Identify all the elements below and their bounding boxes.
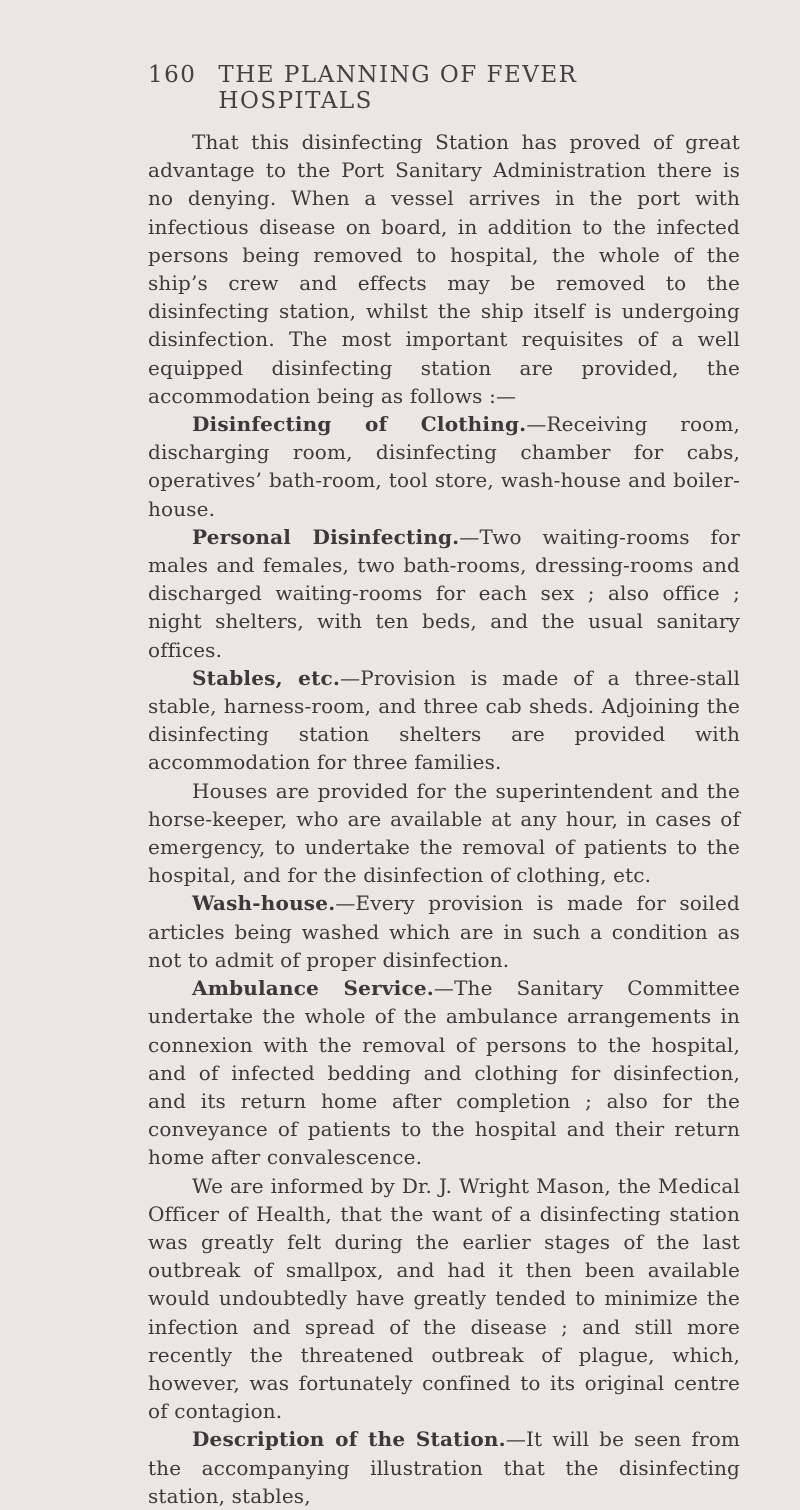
paragraph-heading: Description of the Station. <box>192 1427 506 1452</box>
page-header <box>148 62 740 114</box>
paragraph <box>148 777 740 890</box>
paragraph-text: —Two waiting-rooms for males and females, two bath-rooms, dressing-rooms and discharged waiting-rooms for each sex ; also office ; night shelters, with ten beds, and the usual sanitary offices. <box>148 524 740 662</box>
paragraph-text: —The Sanitary Committee undertake the whole of the ambulance arrangements in connexion with the removal of persons to the hospital, and of infected bedding and clothing for disinfection, and its return home after completion ; also for the conveyance of patients to the hospital and their return home after convalescence. <box>148 976 740 1170</box>
paragraph-text: —Every provision is made for soiled articles being washed which are in such a condition as not to admit of proper disinfection. <box>148 891 740 972</box>
paragraph-text: —Provision is made of a three-stall stable, harness-room, and three cab sheds. Adjoining the disinfecting station shelters are provided with accommodation for three families. <box>148 665 740 775</box>
running-title: THE PLANNING OF FEVER HOSPITALS <box>218 62 578 114</box>
paragraph <box>148 410 740 523</box>
paragraph-heading: Ambulance Service. <box>192 976 434 1001</box>
paragraph <box>148 889 740 974</box>
paragraph <box>148 664 740 777</box>
paragraph <box>148 974 740 1171</box>
paragraph-text: Houses are provided for the superintendent and the horse-keeper, who are available at any hour, in cases of emergency, to undertake the removal of patients to the hospital, and for the disinfection of clothing, etc. <box>148 778 740 888</box>
paragraph-heading: Wash-house. <box>192 891 336 916</box>
paragraph <box>148 1425 740 1510</box>
paragraph-text: We are informed by Dr. J. Wright Mason, the Medical Officer of Health, that the want of a disinfecting station was greatly felt during the earlier stages of the last outbreak of smallpox, and had it then been available would undoubtedly have greatly tended to minimize the infection and spread of the disease ; and still more recently the threatened outbreak of plague, which, however, was fortunately confined to its original centre of contagion. <box>148 1173 740 1424</box>
paragraph <box>148 1172 740 1426</box>
paragraph-heading: Personal Disinfecting. <box>192 524 460 549</box>
paragraph-text: That this disinfecting Station has proved of great advantage to the Port Sanitary Administration there is no denying. When a vessel arrives in the port with infectious disease on board, in addition to the infected persons being removed to hospital, the whole of the ship’s crew and effects may be removed to the disinfecting station, whilst the ship itself is undergoing disinfection. The most important requisites of a well equipped disinfecting station are provided, the accommodation being as follows :— <box>148 130 740 408</box>
paragraph-text: —It will be seen from the accompanying illustration that the disinfecting station, stables, <box>148 1427 741 1508</box>
body-text <box>148 128 740 1510</box>
paragraph <box>148 128 740 410</box>
paragraph-heading: Disinfecting of Clothing. <box>192 412 527 437</box>
paragraph <box>148 523 740 664</box>
paragraph-heading: Stables, etc. <box>192 665 341 690</box>
paragraph-text: —Receiving room, discharging room, disinfecting chamber for cabs, operatives’ bath-room, tool store, wash-house and boiler-house. <box>148 412 740 521</box>
page-number: 160 <box>148 62 197 88</box>
